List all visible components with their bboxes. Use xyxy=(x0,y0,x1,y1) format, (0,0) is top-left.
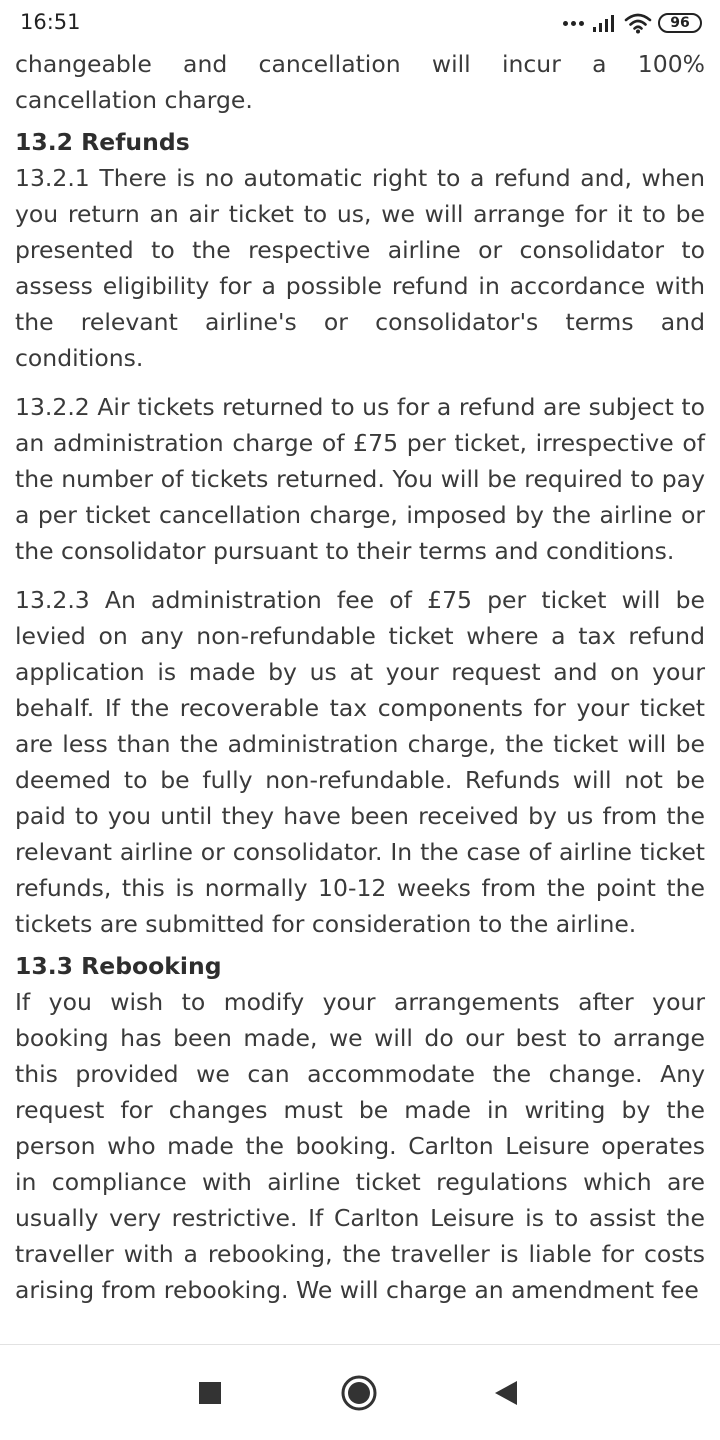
navigation-bar xyxy=(0,1344,720,1440)
recents-button[interactable] xyxy=(190,1373,230,1413)
status-time: 16:51 xyxy=(20,10,81,34)
paragraph-13-2-2: 13.2.2 Air tickets returned to us for a refund are subject to an administration charge of £75 per ticket, irrespective of the number of tickets returned. You will be required to pay a per ticket cancellation charge, imposed by the airline or the consolidator pursuant to their terms and conditions. xyxy=(15,393,705,565)
paragraph-13-3: If you wish to modify your arrangements after your booking has been made, we will do our best to arrange this provided we can accommodate the change. Any request for changes must be made in writing by the person who made the booking. Carlton Leisure operates in compliance with airline ticket regulations which are usually very restrictive. If Carlton Leisure is to assist the traveller with a rebooking, the traveller is liable for costs arising from rebooking. We will charge an amendment fee xyxy=(15,988,705,1304)
wifi-icon xyxy=(624,12,652,34)
status-bar xyxy=(0,0,720,48)
home-button[interactable] xyxy=(339,1373,379,1413)
circle-icon xyxy=(340,1374,378,1412)
section-heading-refunds: 13.2 Refunds xyxy=(15,128,190,156)
signal-icon xyxy=(592,13,618,33)
intro-fragment: changeable and cancellation will incur a 100% cancellation charge. xyxy=(15,50,705,114)
square-icon xyxy=(198,1381,222,1405)
status-icons xyxy=(563,12,702,34)
triangle-back-icon xyxy=(493,1379,519,1407)
paragraph-13-2-1: 13.2.1 There is no automatic right to a refund and, when you return an air ticket to us, we will arrange for it to be presented to the respective airline or consolidator to assess eligibility for a possible refund in accordance with the relevant airline's or consolidator's terms and conditions. xyxy=(15,164,705,372)
back-button[interactable] xyxy=(486,1373,526,1413)
more-dots-icon xyxy=(563,21,584,26)
terms-document xyxy=(15,46,705,1321)
battery-icon: 96 xyxy=(658,13,702,33)
section-heading-rebooking: 13.3 Rebooking xyxy=(15,952,222,980)
paragraph-13-2-3: 13.2.3 An administration fee of £75 per ticket will be levied on any non-refundable ticket where a tax refund application is made by us at your request and on your behalf. If the recoverable tax components for your ticket are less than the administration charge, the ticket will be deemed to be fully non-refundable. Refunds will not be paid to you until they have been received by us from the relevant airline or consolidator. In the case of airline ticket refunds, this is normally 10-12 weeks from the point the tickets are submitted for consideration to the airline. xyxy=(15,586,705,938)
